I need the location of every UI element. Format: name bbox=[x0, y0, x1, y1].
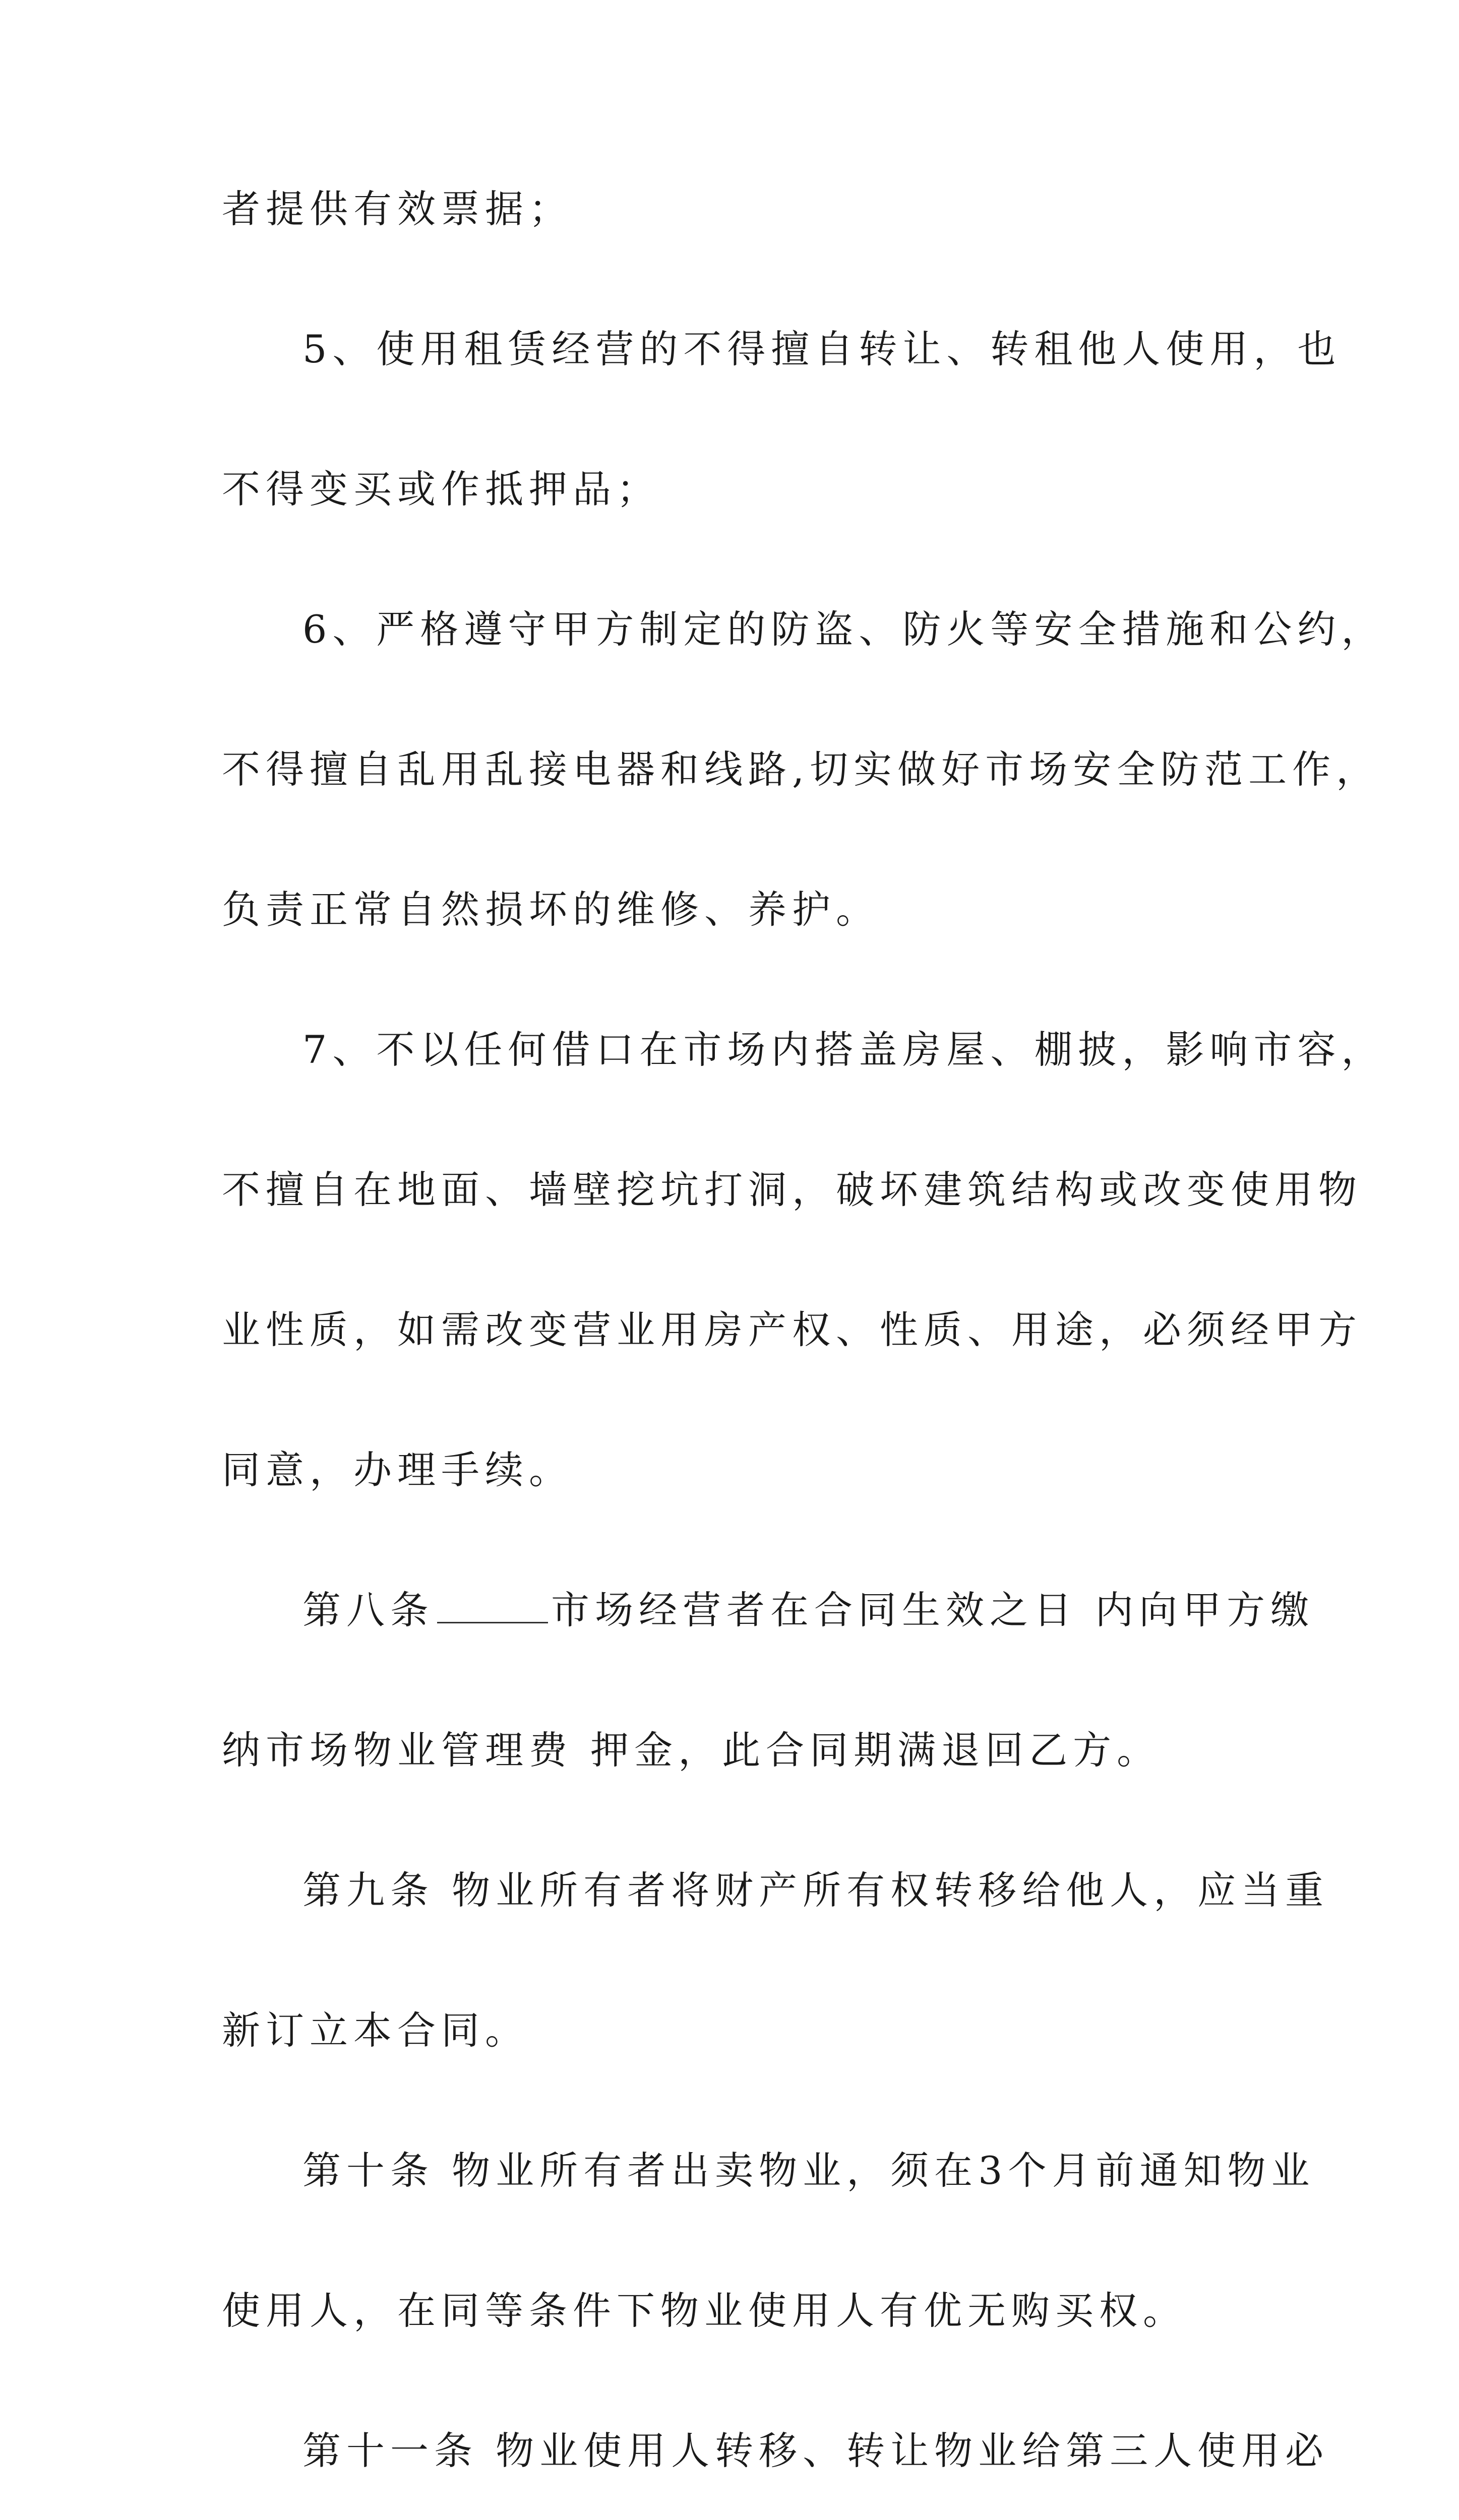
clause-7-line: 7、不以任何借口在市场内搭盖房屋、棚披，影响市容， bbox=[302, 1027, 1385, 1072]
contract-text bbox=[222, 179, 1385, 2520]
text-line: 纳市场物业管理费 押金，此合同期满退回乙方。 bbox=[222, 1728, 1161, 1773]
clause-5-line: 5、使用租赁经营的不得擅自转让、转租他人使用，也 bbox=[302, 327, 1342, 371]
fill-in-blank bbox=[437, 1582, 548, 1623]
text-line: 使用人，在同等条件下物业使用人有优无购买权。 bbox=[222, 2288, 1187, 2333]
text-line: 者提供有效票据； bbox=[222, 186, 573, 231]
text-line: 不得变买或作抵押品； bbox=[222, 467, 660, 512]
clause-6-line: 6、严格遵守甲方制定的防盗、防火等安全措施和公约， bbox=[302, 607, 1385, 652]
text-line: 不得擅自乱用乱接电器和线路,切实做好市场安全防范工作， bbox=[222, 747, 1380, 792]
article-8-line: 第八条 市场经营者在合同生效之日 内向甲方缴 bbox=[222, 1580, 1250, 1720]
text-line: 业性质，如需改变营业用房产权、性质、用途，必须经甲方 bbox=[222, 1307, 1362, 1352]
text-line: 同意，办理手续。 bbox=[222, 1447, 573, 1492]
text-line: 负责正常自然损坏的维修、养护。 bbox=[222, 887, 880, 932]
text-line: 不擅自在地面、墙壁挖坑打洞，破坏建筑结构或改变使用物 bbox=[222, 1167, 1362, 1212]
article-9-line: 第九条 物业所有者将财产所有权转移给他人，应当重 bbox=[302, 1868, 1329, 1913]
text-line: 新订立本合同。 bbox=[222, 2008, 529, 2053]
article-11-line: 第十一条 物业使用人转移、转让物业给第三人使用必 bbox=[302, 2428, 1329, 2473]
article-10-line: 第十条 物业所有者出卖物业，须在3个月前通知物业 bbox=[302, 2148, 1315, 2193]
